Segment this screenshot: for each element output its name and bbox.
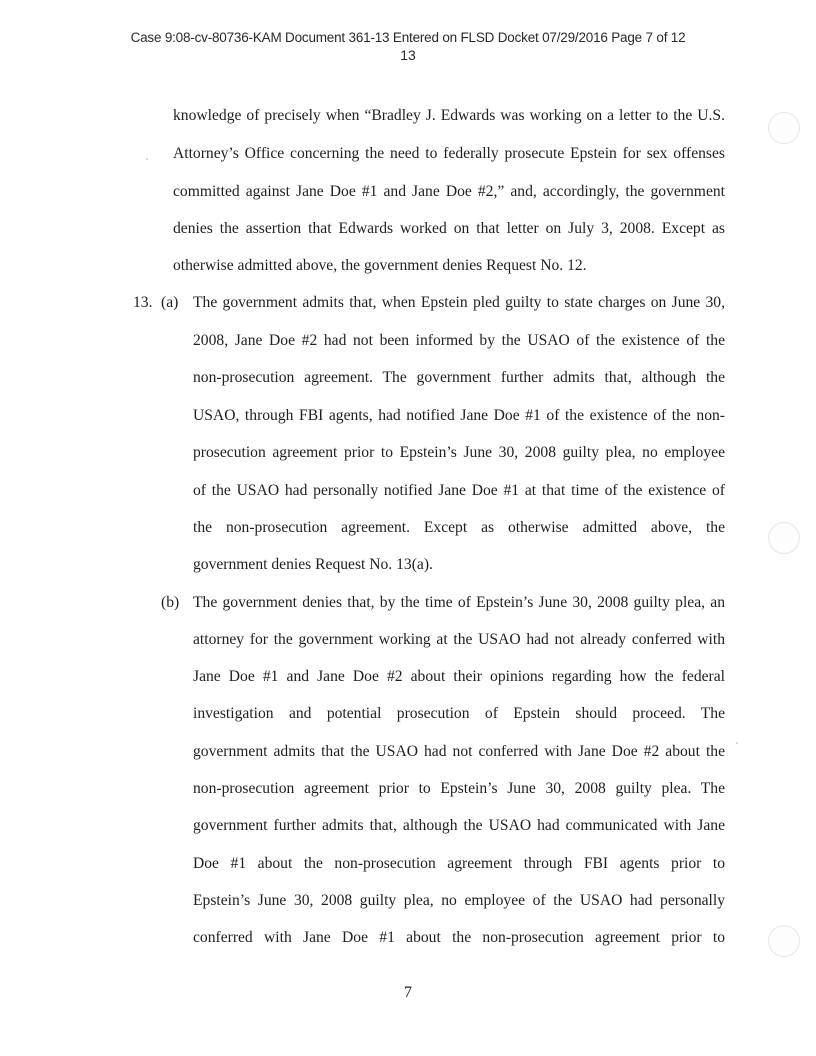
- body-line: 2008, Jane Doe #2 had not been informed by the USAO of the existence of the: [193, 332, 725, 349]
- punch-hole-bottom: [768, 925, 800, 957]
- page-number: 7: [404, 984, 412, 1001]
- court-header-stamp: Case 9:08-cv-80736-KAM Document 361-13 Entered on FLSD Docket 07/29/2016 Page 7 of 12: [130, 30, 686, 45]
- body-line: government denies Request No. 13(a).: [193, 556, 433, 573]
- body-line: The government admits that, when Epstein pled guilty to state charges on June 30,: [193, 294, 725, 311]
- body-line: Attorney’s Office concerning the need to federally prosecute Epstein for sex offenses: [173, 145, 725, 162]
- body-line: conferred with Jane Doe #1 about the non-prosecution agreement prior to: [193, 929, 725, 946]
- scan-speck: [736, 742, 738, 744]
- body-line: the non-prosecution agreement. Except as otherwise admitted above, the: [193, 519, 725, 536]
- body-line: investigation and potential prosecution of Epstein should proceed. The: [193, 705, 725, 722]
- body-line: government admits that the USAO had not conferred with Jane Doe #2 about the: [193, 743, 725, 760]
- body-line: Doe #1 about the non-prosecution agreement through FBI agents prior to: [193, 855, 725, 872]
- body-line: otherwise admitted above, the government denies Request No. 12.: [173, 257, 587, 274]
- punch-hole-middle: [768, 522, 800, 554]
- body-line: Epstein’s June 30, 2008 guilty plea, no employee of the USAO had personally: [193, 892, 725, 909]
- body-line: Jane Doe #1 and Jane Doe #2 about their opinions regarding how the federal: [193, 668, 725, 685]
- body-line: prosecution agreement prior to Epstein’s June 30, 2008 guilty plea, no employee: [193, 444, 725, 461]
- body-line: USAO, through FBI agents, had notified Jane Doe #1 of the existence of the non-: [193, 407, 725, 424]
- body-line: of the USAO had personally notified Jane Doe #1 at that time of the existence of: [193, 482, 725, 499]
- subitem-marker-a: (a): [161, 294, 179, 311]
- body-line: government further admits that, although the USAO had communicated with Jane: [193, 817, 725, 834]
- scan-speck: [146, 158, 148, 160]
- item-number-13: 13.: [133, 294, 153, 311]
- body-line: attorney for the government working at the USAO had not already conferred with: [193, 631, 725, 648]
- body-line: knowledge of precisely when “Bradley J. Edwards was working on a letter to the U.S.: [173, 107, 725, 124]
- body-line: denies the assertion that Edwards worked on that letter on July 3, 2008. Except as: [173, 220, 725, 237]
- body-line: non-prosecution agreement prior to Epstein’s June 30, 2008 guilty plea. The: [193, 780, 725, 797]
- punch-hole-top: [768, 112, 800, 144]
- body-line: The government denies that, by the time of Epstein’s June 30, 2008 guilty plea, an: [193, 594, 725, 611]
- subitem-marker-b: (b): [161, 594, 180, 611]
- body-line: committed against Jane Doe #1 and Jane Doe #2,” and, accordingly, the government: [173, 183, 725, 200]
- body-line: non-prosecution agreement. The government further admits that, although the: [193, 369, 725, 386]
- exhibit-number: 13: [400, 47, 416, 63]
